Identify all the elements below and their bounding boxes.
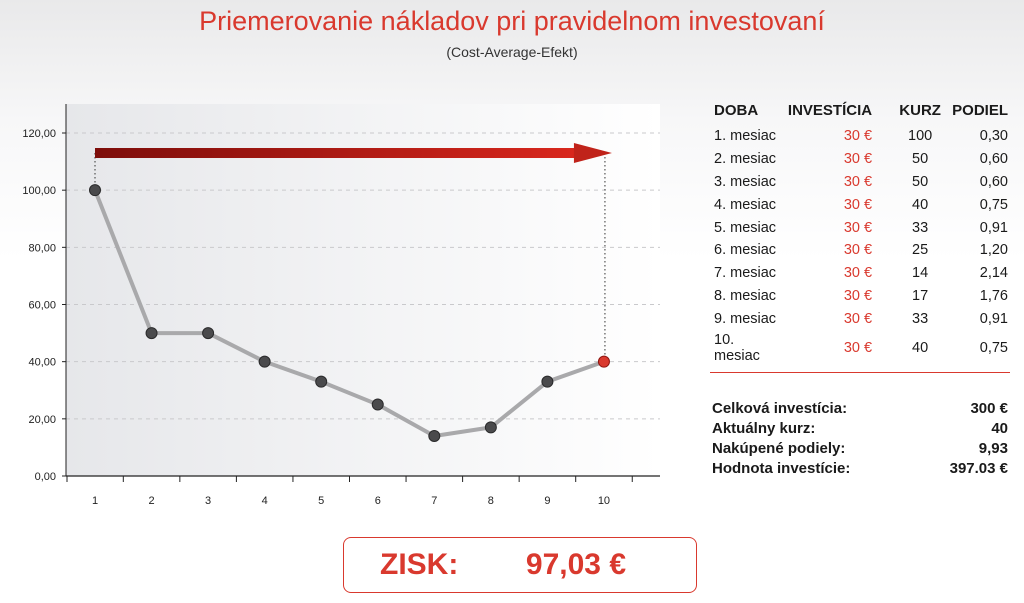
table-row	[700, 148, 1018, 171]
data-point	[316, 376, 327, 387]
table-row	[700, 193, 1018, 216]
data-point	[90, 185, 101, 196]
x-tick-label: 10	[597, 495, 611, 507]
cell-doba: 2. mesiac	[714, 151, 777, 168]
summary-row-current-price	[712, 420, 1008, 437]
cell-investicia: 30 €	[843, 287, 873, 304]
y-tick-label: 100,00	[22, 185, 56, 198]
summary-value: 300 €	[970, 400, 1008, 417]
cell-doba: 9. mesiac	[714, 310, 777, 327]
table-row	[700, 216, 1018, 239]
y-tick-label: 80,00	[28, 242, 56, 255]
cell-doba: 4. mesiac	[714, 196, 777, 213]
summary-value: 9,93	[978, 440, 1008, 457]
y-tick-label: 60,00	[28, 299, 56, 312]
arrow-shaft	[95, 148, 576, 158]
cell-doba: 7. mesiac	[714, 265, 777, 282]
cell-investicia: 30 €	[843, 242, 873, 259]
x-tick-label: 4	[261, 495, 268, 507]
chart-title: Priemerovanie nákladov pri pravidelnom investovaní	[199, 6, 825, 36]
cell-kurz: 50	[912, 151, 929, 168]
cell-doba: 10. mesiac	[714, 332, 760, 365]
y-tick-label: 120,00	[22, 128, 56, 140]
x-tick-label: 9	[544, 495, 551, 507]
x-tick-label: 2	[148, 495, 155, 507]
data-point	[259, 356, 270, 367]
chart-subtitle: (Cost-Average-Efekt)	[446, 44, 578, 60]
table-row	[700, 262, 1018, 285]
cell-kurz: 33	[912, 310, 929, 327]
plot-area	[66, 104, 660, 476]
investment-table	[700, 102, 1018, 366]
summary-label: Aktuálny kurz:	[712, 420, 816, 437]
profit-value: 97,03 €	[525, 548, 626, 581]
cell-podiel: 0,75	[979, 196, 1008, 213]
x-axis	[66, 476, 660, 507]
cell-podiel: 0,91	[979, 310, 1008, 327]
cell-doba: 6. mesiac	[714, 242, 777, 259]
cell-kurz: 100	[908, 128, 933, 145]
cell-kurz: 40	[912, 340, 929, 357]
cell-podiel: 0,60	[979, 173, 1008, 190]
x-tick-label: 1	[91, 495, 99, 507]
cell-podiel: 1,76	[979, 287, 1008, 304]
summary-divider	[710, 372, 1010, 373]
cell-investicia: 30 €	[843, 265, 873, 282]
header-kurz: KURZ	[899, 102, 941, 119]
cell-kurz: 25	[912, 242, 929, 259]
cell-investicia: 30 €	[843, 173, 873, 190]
data-point	[146, 328, 157, 339]
data-point	[542, 376, 553, 387]
cell-investicia: 30 €	[843, 219, 873, 236]
table-header-row	[700, 102, 1018, 125]
cell-doba: 1. mesiac	[714, 128, 777, 145]
summary-label: Nakúpené podiely:	[712, 440, 846, 457]
cell-investicia: 30 €	[843, 128, 873, 145]
x-tick-label: 5	[318, 495, 325, 507]
cell-podiel: 2,14	[979, 265, 1008, 282]
cell-podiel: 0,91	[979, 219, 1008, 236]
data-point	[372, 399, 383, 410]
cell-investicia: 30 €	[843, 151, 873, 168]
cell-kurz: 50	[912, 173, 929, 190]
cell-podiel: 0,75	[979, 340, 1008, 357]
summary-row-total-investment	[712, 400, 1008, 417]
summary-value: 40	[991, 420, 1008, 437]
summary-value: 397.03 €	[949, 460, 1008, 477]
table-row	[700, 285, 1018, 308]
cell-investicia: 30 €	[843, 340, 873, 357]
table-row	[700, 171, 1018, 194]
y-axis-tick-labels	[22, 128, 56, 483]
header-podiel: PODIEL	[952, 102, 1008, 119]
table-row	[700, 239, 1018, 262]
data-point-highlighted	[598, 356, 609, 367]
cell-investicia: 30 €	[843, 310, 873, 327]
table-row	[700, 307, 1018, 330]
data-point	[429, 430, 440, 441]
y-tick-label: 40,00	[28, 356, 56, 369]
cell-doba: 8. mesiac	[714, 287, 777, 304]
profit-box	[343, 537, 697, 593]
cell-podiel: 0,60	[979, 151, 1008, 168]
cell-podiel: 0,30	[979, 128, 1008, 145]
cell-doba: 5. mesiac	[714, 219, 777, 236]
header-investicia: INVESTÍCIA	[787, 102, 873, 119]
x-tick-label: 7	[431, 495, 438, 507]
cell-kurz: 17	[912, 287, 929, 304]
cell-doba: 3. mesiac	[714, 173, 777, 190]
data-point	[203, 328, 214, 339]
data-point	[485, 422, 496, 433]
profit-label: ZISK:	[380, 548, 459, 581]
y-tick-label: 0,00	[34, 471, 56, 483]
cell-podiel: 1,20	[979, 242, 1008, 259]
summary-row-investment-value	[712, 460, 1008, 477]
summary-label: Hodnota investície:	[712, 460, 851, 477]
x-tick-label: 8	[487, 495, 494, 507]
header-doba: DOBA	[714, 102, 759, 119]
summary-label: Celková investícia:	[712, 400, 848, 417]
y-tick-label: 20,00	[28, 413, 56, 426]
table-row	[700, 125, 1018, 148]
table-row	[700, 330, 1018, 366]
cell-investicia: 30 €	[843, 196, 873, 213]
cell-kurz: 40	[912, 196, 929, 213]
cell-kurz: 14	[912, 265, 929, 282]
x-tick-label: 3	[205, 495, 212, 507]
summary-row-shares-bought	[712, 440, 1008, 457]
x-tick-label: 6	[374, 495, 381, 507]
cell-kurz: 33	[912, 219, 929, 236]
